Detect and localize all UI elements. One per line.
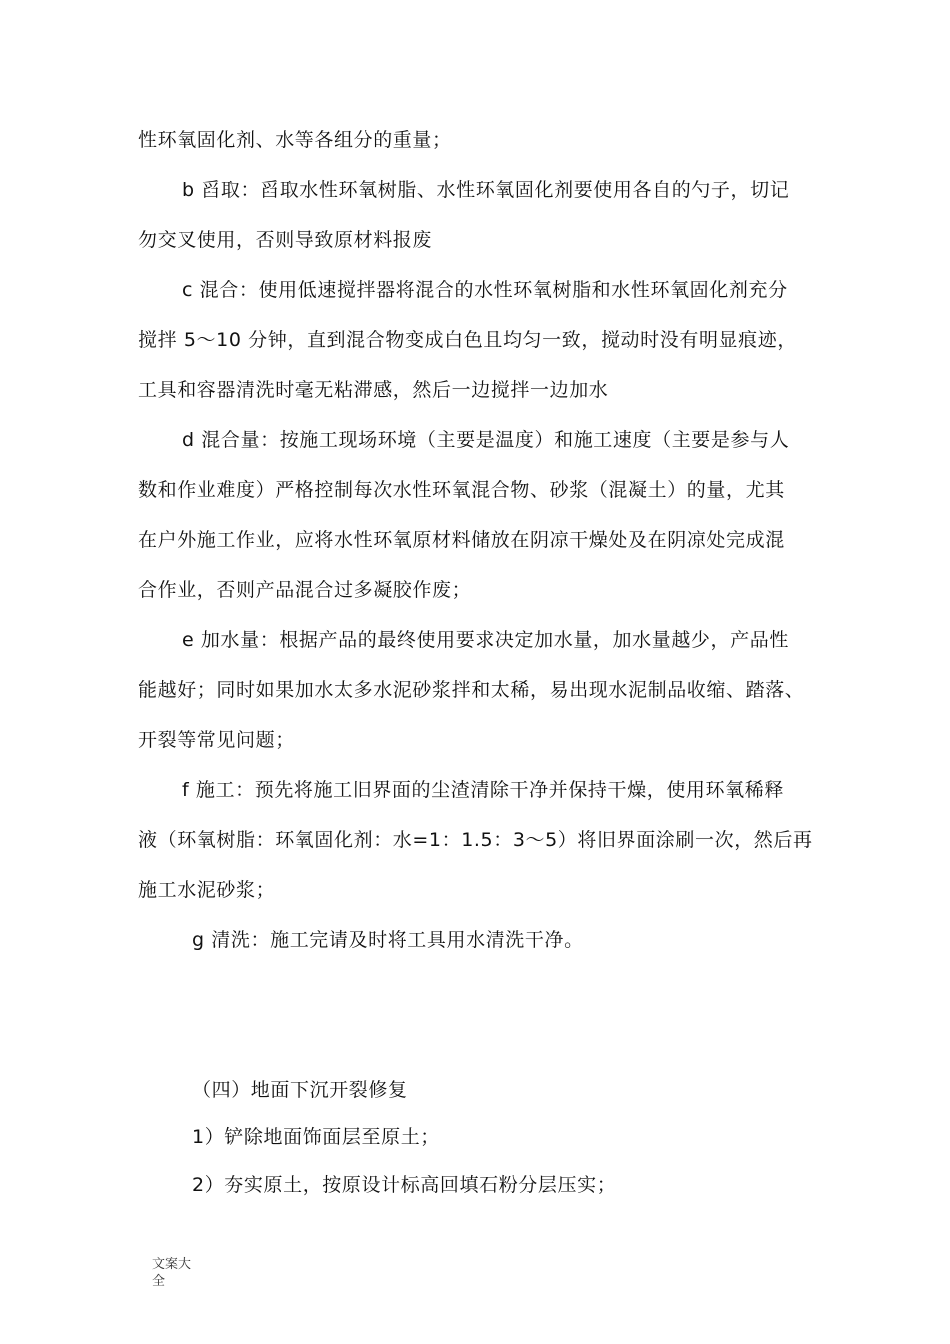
body-line-4: c 混合：使用低速搅拌器将混合的水性环氧树脂和水性环氧固化剂充分 (182, 279, 788, 301)
body-line-16: 施工水泥砂浆； (138, 879, 276, 901)
body-line-7: d 混合量：按施工现场环境（主要是温度）和施工速度（主要是参与人 (182, 429, 790, 451)
body-line-15: 液（环氧树脂：环氧固化剂：水=1：1.5：3～5）将旧界面涂刷一次，然后再 (138, 829, 813, 851)
body-line-5: 搅拌 5～10 分钟，直到混合物变成白色且均匀一致，搅动时没有明显痕迹， (138, 329, 797, 351)
footer-line-2: 全 (152, 1274, 166, 1289)
body-line-6: 工具和容器清洗时毫无粘滞感，然后一边搅拌一边加水 (138, 379, 609, 401)
body-line-17: g 清洗：施工完请及时将工具用水清洗干净。 (192, 929, 584, 951)
body-line-2: b 舀取：舀取水性环氧树脂、水性环氧固化剂要使用各自的勺子，切记 (182, 179, 790, 201)
body-line-12: 能越好；同时如果加水太多水泥砂浆拌和太稀，易出现水泥制品收缩、踏落、 (138, 679, 805, 701)
body-line-3: 勿交叉使用，否则导致原材料报废 (138, 229, 433, 251)
footer-line-1: 文案大 (152, 1257, 192, 1272)
body-line-9: 在户外施工作业，应将水性环氧原材料储放在阴凉干燥处及在阴凉处完成混 (138, 529, 785, 551)
body-line-13: 开裂等常见问题； (138, 729, 295, 751)
section-step-1: 1）铲除地面饰面层至原土； (192, 1126, 440, 1148)
body-line-1: 性环氧固化剂、水等各组分的重量； (138, 129, 452, 151)
body-line-11: e 加水量：根据产品的最终使用要求决定加水量，加水量越少，产品性 (182, 629, 789, 651)
body-line-8: 数和作业难度）严格控制每次水性环氧混合物、砂浆（混凝土）的量，尤其 (138, 479, 785, 501)
body-line-10: 合作业，否则产品混合过多凝胶作废； (138, 579, 472, 601)
section-step-2: 2）夯实原土，按原设计标高回填石粉分层压实； (192, 1174, 617, 1196)
body-line-14: f 施工：预先将施工旧界面的尘渣清除干净并保持干燥，使用环氧稀释 (182, 779, 784, 801)
page-footer (152, 1256, 200, 1290)
section-heading: （四）地面下沉开裂修复 (192, 1079, 408, 1101)
